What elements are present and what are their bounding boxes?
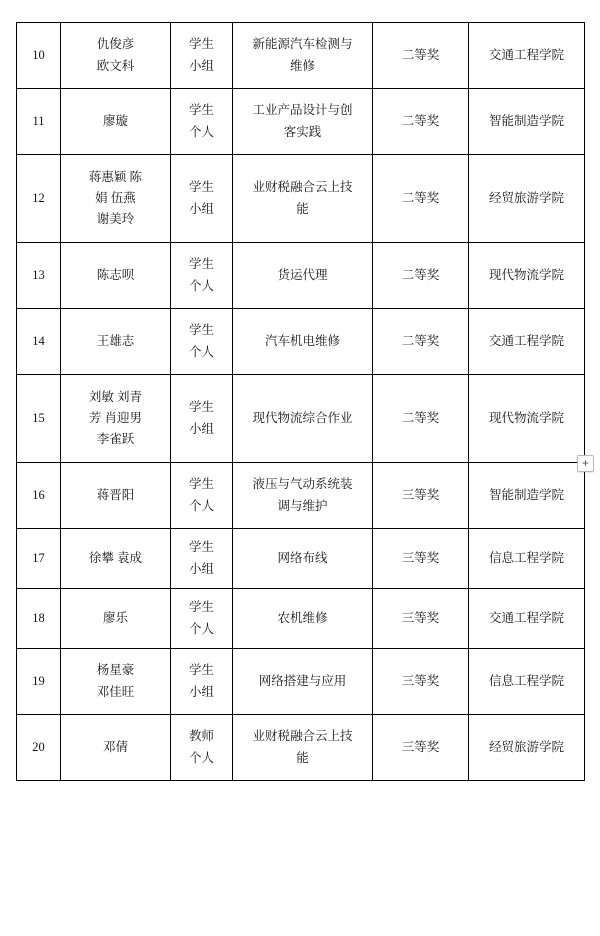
cell-dept: 智能制造学院 [469,89,585,155]
zoom-in-label: + [581,456,589,470]
cell-dept: 信息工程学院 [469,649,585,715]
cell-dept: 经贸旅游学院 [469,155,585,243]
cell-dept: 经贸旅游学院 [469,715,585,781]
table-row [17,375,585,463]
cell-type: 学生 小组 [171,375,233,463]
cell-prize: 二等奖 [373,23,469,89]
cell-no: 15 [17,375,61,463]
cell-prize: 二等奖 [373,243,469,309]
cell-name: 蒋惠颖 陈 娟 伍燕 谢美玲 [61,155,171,243]
cell-type: 学生 个人 [171,309,233,375]
cell-name: 徐攀 袁成 [61,529,171,589]
cell-project: 现代物流综合作业 [233,375,373,463]
cell-dept: 现代物流学院 [469,375,585,463]
award-list-table [16,22,585,781]
cell-prize: 三等奖 [373,589,469,649]
cell-name: 邓倩 [61,715,171,781]
cell-prize: 三等奖 [373,715,469,781]
table-row [17,89,585,155]
cell-type: 学生 个人 [171,463,233,529]
cell-project: 新能源汽车检测与 维修 [233,23,373,89]
cell-no: 19 [17,649,61,715]
cell-no: 14 [17,309,61,375]
cell-project: 工业产品设计与创 客实践 [233,89,373,155]
cell-dept: 交通工程学院 [469,23,585,89]
cell-dept: 智能制造学院 [469,463,585,529]
cell-project: 液压与气动系统装 调与维护 [233,463,373,529]
cell-no: 18 [17,589,61,649]
cell-no: 17 [17,529,61,589]
cell-name: 陈志呗 [61,243,171,309]
table-row [17,309,585,375]
cell-prize: 二等奖 [373,155,469,243]
table-row [17,463,585,529]
cell-dept: 交通工程学院 [469,309,585,375]
cell-no: 11 [17,89,61,155]
cell-project: 汽车机电维修 [233,309,373,375]
zoom-in-icon[interactable] [577,455,594,472]
cell-project: 货运代理 [233,243,373,309]
cell-dept: 信息工程学院 [469,529,585,589]
cell-prize: 二等奖 [373,89,469,155]
table-row [17,243,585,309]
cell-type: 学生 小组 [171,155,233,243]
cell-no: 16 [17,463,61,529]
cell-name: 杨星豪 邓佳旺 [61,649,171,715]
cell-project: 业财税融合云上技 能 [233,715,373,781]
cell-type: 学生 小组 [171,649,233,715]
cell-name: 王雄志 [61,309,171,375]
cell-name: 仇俊彦 欧文科 [61,23,171,89]
cell-project: 业财税融合云上技 能 [233,155,373,243]
cell-project: 网络布线 [233,529,373,589]
cell-prize: 三等奖 [373,649,469,715]
cell-no [17,23,61,89]
cell-type: 学生 个人 [171,589,233,649]
cell-name: 廖璇 [61,89,171,155]
cell-no: 20 [17,715,61,781]
cell-project: 农机维修 [233,589,373,649]
cell-type: 学生 个人 [171,89,233,155]
cell-name: 刘敏 刘青 芳 肖迎男 李雀跃 [61,375,171,463]
cell-project: 网络搭建与应用 [233,649,373,715]
cell-name: 蒋晋阳 [61,463,171,529]
cell-prize: 二等奖 [373,309,469,375]
row-no-text: 10 [32,47,45,62]
table-row [17,23,585,89]
table-row [17,155,585,243]
cell-prize: 二等奖 [373,375,469,463]
cell-type: 学生 小组 [171,23,233,89]
table-row [17,649,585,715]
table-row [17,589,585,649]
cell-no: 13 [17,243,61,309]
cell-type: 学生 小组 [171,529,233,589]
table-row [17,715,585,781]
cell-prize: 三等奖 [373,463,469,529]
cell-dept: 现代物流学院 [469,243,585,309]
cell-prize: 三等奖 [373,529,469,589]
cell-name: 廖乐 [61,589,171,649]
table-row [17,529,585,589]
cell-dept: 交通工程学院 [469,589,585,649]
cell-type: 教师 个人 [171,715,233,781]
cell-type: 学生 个人 [171,243,233,309]
cell-no: 12 [17,155,61,243]
